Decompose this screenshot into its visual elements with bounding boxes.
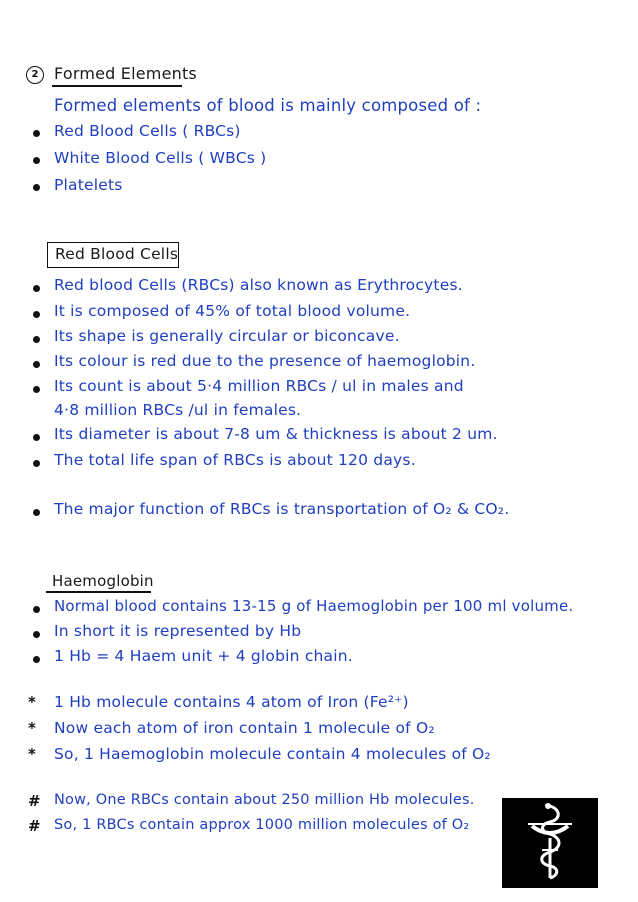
bullet [33, 386, 40, 393]
list-item: Red Blood Cells ( RBCs) [54, 122, 241, 140]
section-heading-formed-elements: Formed Elements [54, 64, 197, 83]
bullet [33, 656, 40, 663]
list-item: 1 Hb = 4 Haem unit + 4 globin chain. [54, 647, 353, 665]
bullet [33, 336, 40, 343]
hash-item: So, 1 RBCs contain approx 1000 million molecules of O₂ [54, 817, 470, 833]
bullet [33, 434, 40, 441]
intro-text: Formed elements of blood is mainly composed of : [54, 96, 482, 115]
list-item: White Blood Cells ( WBCs ) [54, 149, 267, 167]
bullet [33, 157, 40, 164]
hash-bullet: # [28, 792, 41, 810]
list-item: Its shape is generally circular or biconcave. [54, 327, 400, 345]
logo [502, 798, 598, 888]
bullet [33, 606, 40, 613]
list-item: It is composed of 45% of total blood volume. [54, 302, 411, 320]
bullet [33, 285, 40, 292]
list-item: Its colour is red due to the presence of haemoglobin. [54, 352, 476, 370]
section-heading-haemoglobin: Haemoglobin [52, 572, 154, 590]
list-item: Platelets [54, 176, 123, 194]
list-item: The total life span of RBCs is about 120 days. [54, 451, 416, 469]
star-bullet: * [28, 719, 36, 737]
bullet [33, 311, 40, 318]
star-bullet: * [28, 745, 36, 763]
list-item: Red blood Cells (RBCs) also known as Erythrocytes. [54, 276, 463, 294]
star-item: So, 1 Haemoglobin molecule contain 4 molecules of O₂ [54, 745, 491, 763]
list-item: In short it is represented by Hb [54, 622, 302, 640]
heading-underline [52, 85, 182, 87]
bullet [33, 509, 40, 516]
bowl-of-hygieia-icon [502, 798, 598, 888]
bullet [33, 184, 40, 191]
bullet [33, 130, 40, 137]
star-bullet: * [28, 693, 36, 711]
bullet [33, 361, 40, 368]
section-heading-red-blood-cells: Red Blood Cells [55, 245, 179, 263]
list-item: Its count is about 5·4 million RBCs / ul in males and [54, 377, 464, 395]
hash-item: Now, One RBCs contain about 250 million Hb molecules. [54, 792, 475, 808]
heading-underline [46, 591, 151, 593]
list-item: Normal blood contains 13-15 g of Haemoglobin per 100 ml volume. [54, 597, 574, 615]
star-item: 1 Hb molecule contains 4 atom of Iron (Fe²⁺) [54, 693, 409, 711]
star-item: Now each atom of iron contain 1 molecule of O₂ [54, 719, 435, 737]
list-item: The major function of RBCs is transportation of O₂ & CO₂. [54, 500, 510, 518]
list-item: Its diameter is about 7-8 um & thickness is about 2 um. [54, 425, 498, 443]
list-item-continuation: 4·8 million RBCs /ul in females. [54, 401, 302, 419]
bullet [33, 460, 40, 467]
bullet [33, 631, 40, 638]
hash-bullet: # [28, 817, 41, 835]
section-number-badge: 2 [26, 66, 44, 84]
